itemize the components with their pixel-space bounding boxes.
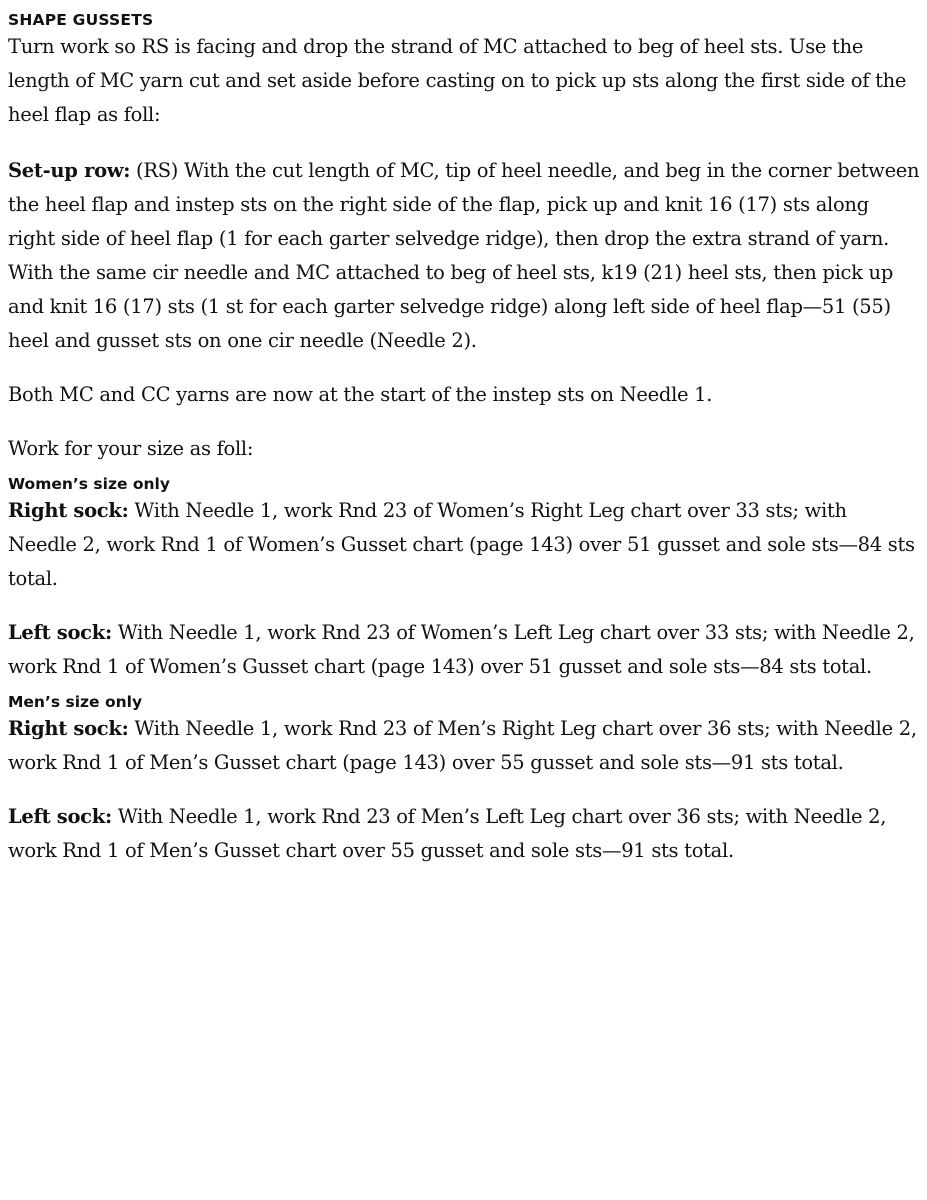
womens-size-heading: Women’s size only <box>8 475 170 493</box>
womens-right-sock-text: With Needle 1, work Rnd 23 of Women’s Right Leg chart over 33 sts; with Needle 2, work Rnd 1 of Women’s Gusset chart (page 143) over 51 gusset and sole sts—84 sts total. <box>8 499 915 590</box>
work-for-size-paragraph: Work for your size as foll: <box>8 437 254 460</box>
intro-paragraph: Turn work so RS is facing and drop the strand of MC attached to beg of heel sts. Use the length of MC yarn cut and set aside before casting on to pick up sts along the first side of the heel flap as foll: <box>8 35 907 126</box>
spacer <box>8 132 920 154</box>
document-page <box>8 10 920 868</box>
womens-right-sock-paragraph <box>8 494 920 596</box>
womens-left-sock-paragraph <box>8 616 920 684</box>
setup-row-text: (RS) With the cut length of MC, tip of heel needle, and beg in the corner between the heel flap and instep sts on the right side of the flap, pick up and knit 16 (17) sts along right side of heel flap (1 for each garter selvedge ridge), then drop the extra strand of yarn. With the same cir needle and MC attached to beg of heel sts, k19 (21) heel sts, then pick up and knit 16 (17) sts (1 st for each garter selvedge ridge) along left side of heel flap—51 (55) heel and gusset sts on one cir needle (Needle 2). <box>8 159 920 352</box>
mens-right-sock-text: With Needle 1, work Rnd 23 of Men’s Right Leg chart over 36 sts; with Needle 2, work Rnd 1 of Men’s Gusset chart (page 143) over 55 gusset and sole sts—91 sts total. <box>8 717 917 774</box>
mens-right-sock-lead: Right sock: <box>8 717 129 740</box>
spacer <box>8 780 920 800</box>
setup-row-paragraph <box>8 154 920 358</box>
spacer <box>8 358 920 378</box>
mens-size-heading: Men’s size only <box>8 693 143 711</box>
both-yarns-paragraph: Both MC and CC yarns are now at the start of the instep sts on Needle 1. <box>8 383 713 406</box>
mens-left-sock-text: With Needle 1, work Rnd 23 of Men’s Left Leg chart over 36 sts; with Needle 2, work Rnd 1 of Men’s Gusset chart over 55 gusset and sole sts—91 sts total. <box>8 805 887 862</box>
mens-left-sock-lead: Left sock: <box>8 805 112 828</box>
womens-left-sock-lead: Left sock: <box>8 621 112 644</box>
spacer <box>8 596 920 616</box>
spacer <box>8 412 920 432</box>
spacer <box>8 684 920 692</box>
mens-right-sock-paragraph <box>8 712 920 780</box>
spacer <box>8 466 920 474</box>
section-heading-shape-gussets: SHAPE GUSSETS <box>8 11 154 29</box>
mens-left-sock-paragraph <box>8 800 920 868</box>
womens-right-sock-lead: Right sock: <box>8 499 129 522</box>
womens-left-sock-text: With Needle 1, work Rnd 23 of Women’s Left Leg chart over 33 sts; with Needle 2, work Rnd 1 of Women’s Gusset chart (page 143) over 51 gusset and sole sts—84 sts total. <box>8 621 915 678</box>
setup-row-lead: Set-up row: <box>8 159 131 182</box>
